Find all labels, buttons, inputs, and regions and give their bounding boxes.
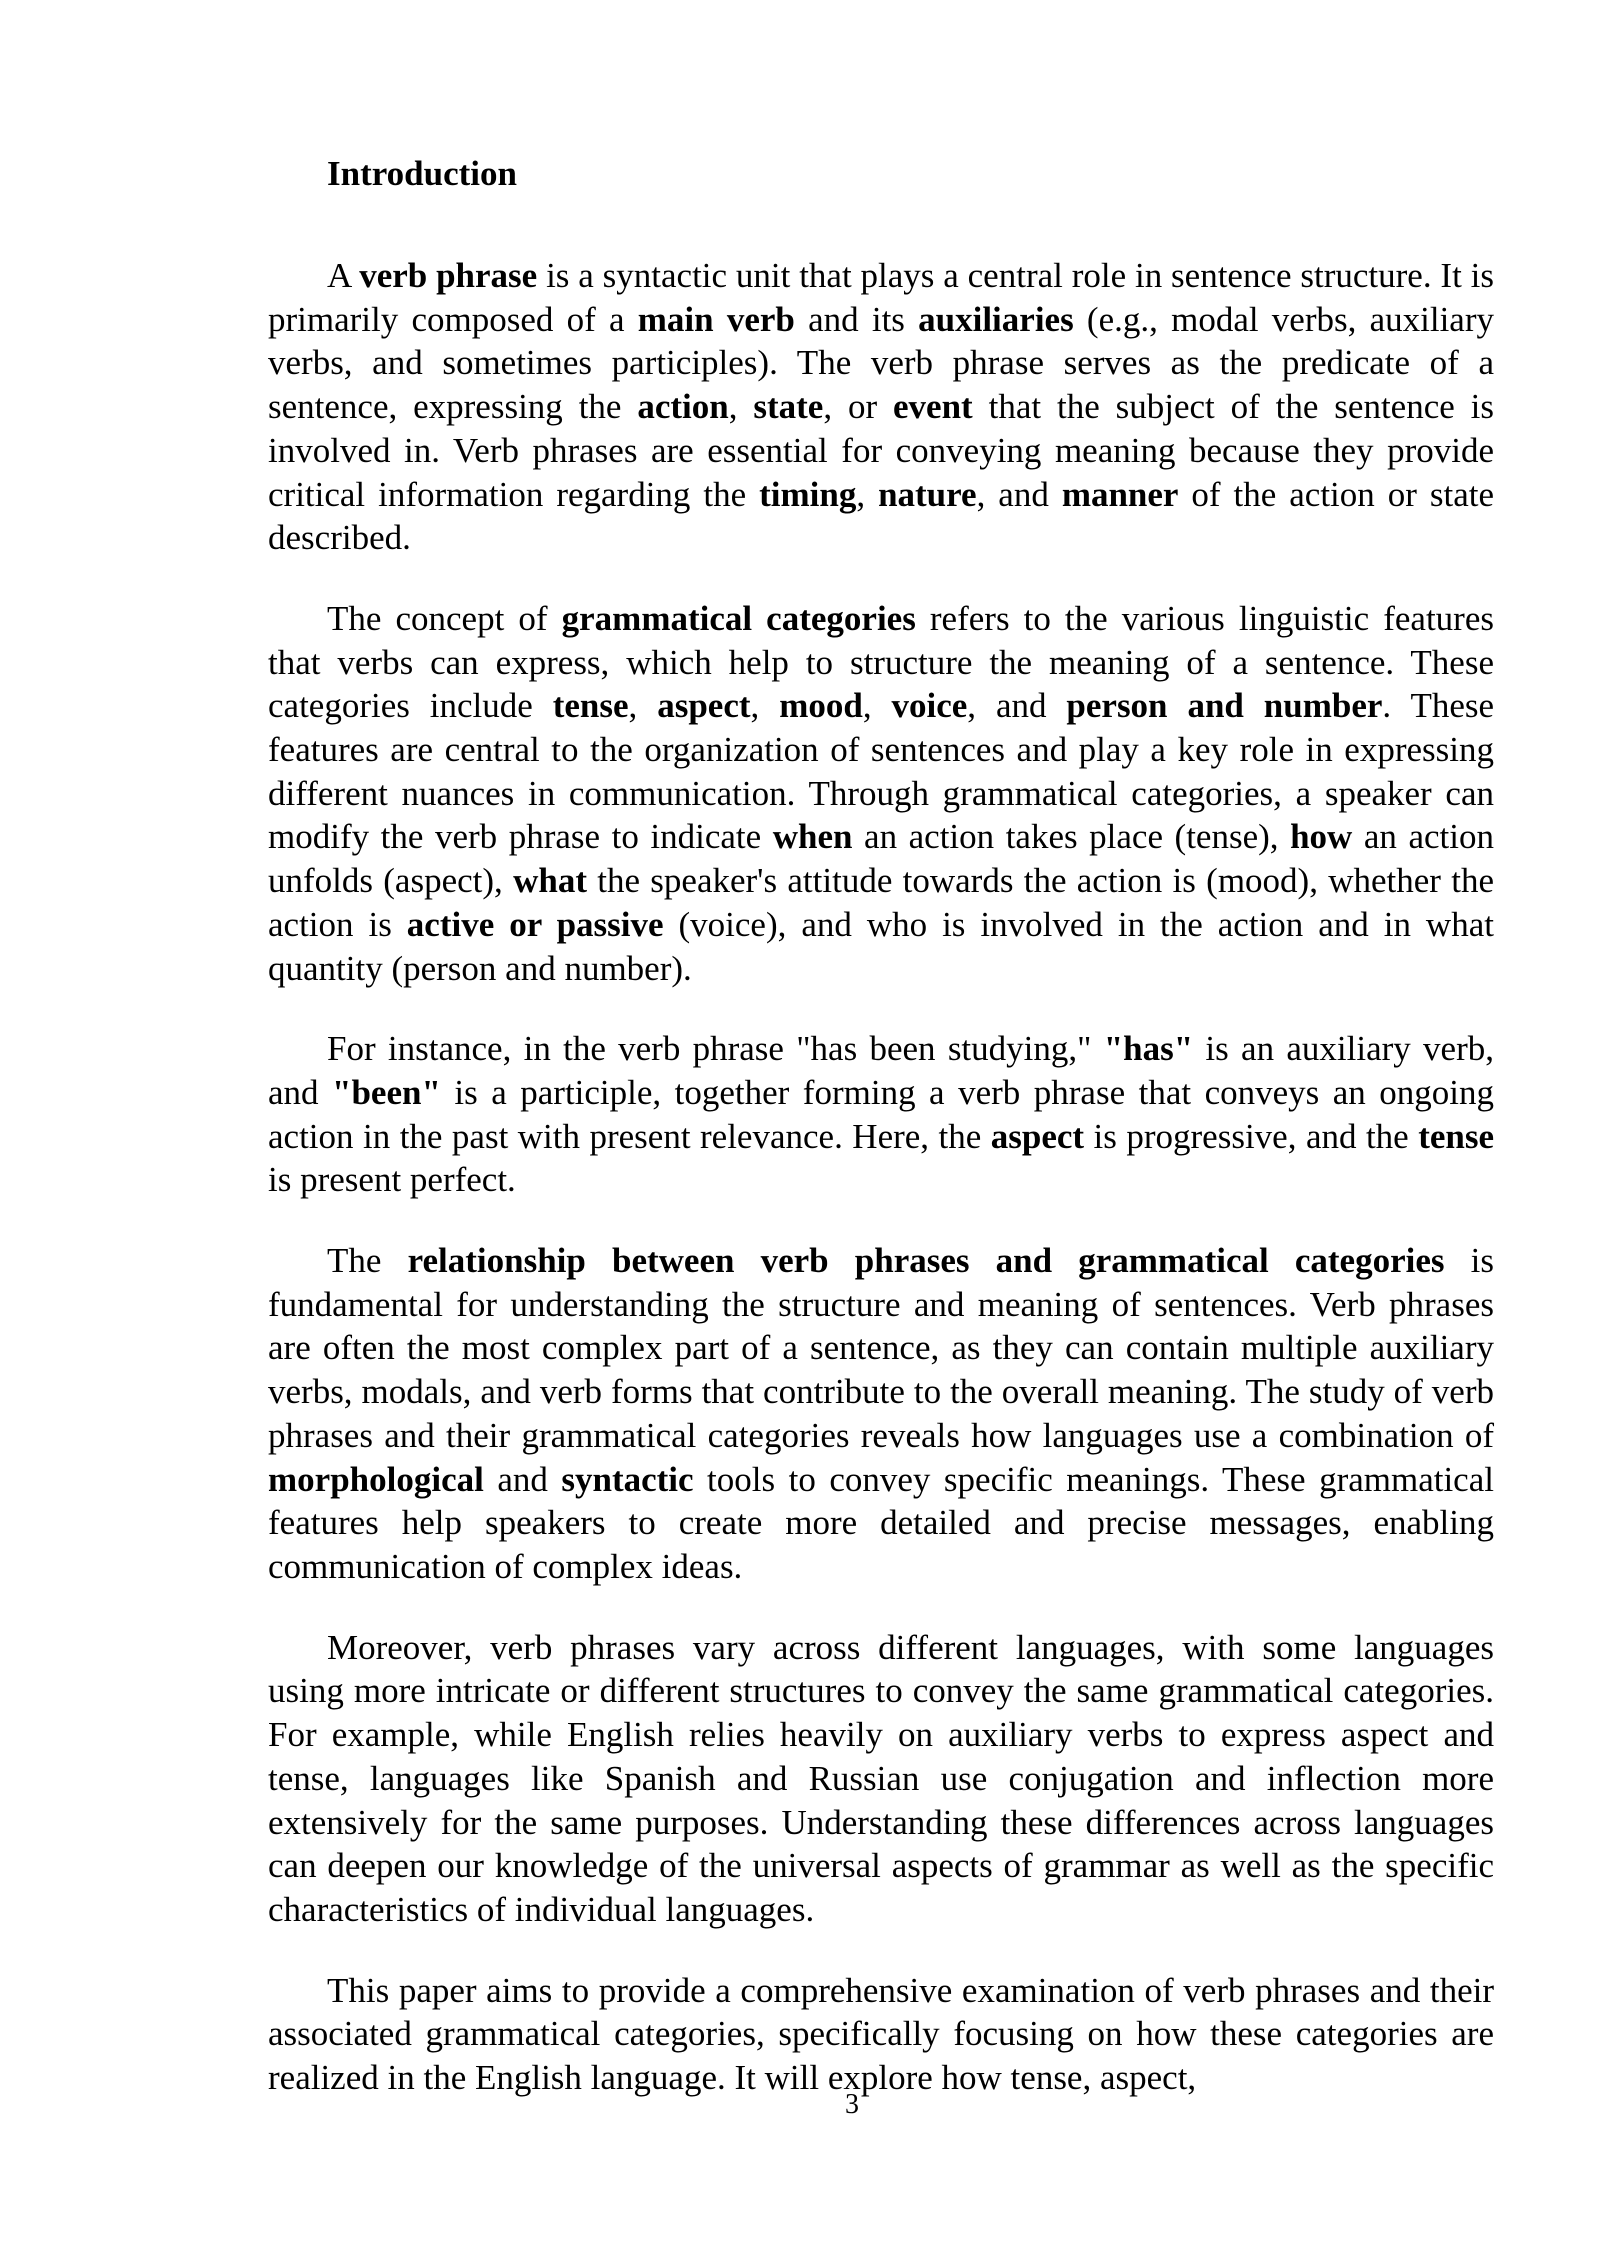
text-run: is present perfect. bbox=[268, 1160, 516, 1200]
text-run: , bbox=[728, 387, 754, 427]
bold-term: how bbox=[1290, 817, 1353, 857]
bold-term: voice bbox=[891, 686, 968, 726]
text-run: , bbox=[856, 474, 879, 514]
text-run: is fundamental for understanding the structure and meaning of sentences. Verb phrases are often the most complex part of a sentence, as they can contain multiple auxiliary verbs, modals, and verb forms that contribute to the overall meaning. The study of verb phrases and their grammatical categories reveals how languages use a combination of bbox=[268, 1241, 1494, 1455]
text-run: Moreover, verb phrases vary across different languages, with some languages using more intricate or different structures to convey the same grammatical categories. For example, while English relies heavily on auxiliary verbs to express aspect and tense, languages like Spanish and Russian use conjugation and inflection more extensively for the same purposes. Understanding these differences across languages can deepen our knowledge of the universal aspects of grammar as well as the specific characteristics of individual languages. bbox=[268, 1627, 1494, 1929]
bold-term: timing bbox=[759, 474, 857, 514]
bold-term: mood bbox=[779, 686, 863, 726]
bold-term: morphological bbox=[268, 1459, 484, 1499]
bold-term: syntactic bbox=[561, 1459, 694, 1499]
section-heading: Introduction bbox=[327, 154, 517, 193]
paragraph-1 bbox=[268, 254, 1494, 560]
bold-term: "been" bbox=[332, 1072, 441, 1112]
text-run: is progressive, and the bbox=[1084, 1116, 1419, 1156]
body-text bbox=[268, 254, 1494, 2137]
text-run: , bbox=[862, 686, 892, 726]
text-run: of the action or state described. bbox=[268, 474, 1494, 558]
bold-term: aspect bbox=[990, 1116, 1085, 1156]
text-run: and its bbox=[794, 299, 919, 339]
bold-term: verb phrase bbox=[359, 256, 538, 295]
text-run: (voice), and who is involved in the action and in what quantity (person and number). bbox=[268, 904, 1494, 988]
text-run: is a syntactic unit that plays a central role in sentence structure. It is primarily composed of a bbox=[268, 256, 1495, 339]
text-run: and bbox=[483, 1459, 562, 1499]
text-run: The concept of bbox=[327, 598, 562, 638]
bold-term: when bbox=[772, 817, 853, 857]
text-run: , or bbox=[823, 387, 894, 427]
text-run: The bbox=[327, 1241, 408, 1281]
text-run: For instance, in the verb phrase "has been studying," bbox=[327, 1029, 1104, 1069]
text-run: tools to convey specific meanings. These grammatical features help speakers to create more detailed and precise messages, enabling communication of complex ideas. bbox=[268, 1459, 1494, 1586]
bold-term: main verb bbox=[637, 299, 795, 339]
bold-term: tense bbox=[552, 686, 629, 726]
text-run: . These features are central to the organization of sentences and play a key role in expressing different nuances in communication. Through grammatical categories, a speaker can modify the verb phrase to indicate bbox=[268, 686, 1495, 857]
text-run: , and bbox=[976, 474, 1062, 514]
text-run: This paper aims to provide a comprehensive examination of verb phrases and their associated grammatical categories, specifically focusing on how these categories are realized in the English language. It will explore how tense, aspect, bbox=[268, 1970, 1494, 2098]
bold-term: manner bbox=[1061, 474, 1179, 514]
bold-term: state bbox=[753, 387, 824, 427]
bold-term: action bbox=[637, 387, 729, 427]
bold-term: tense bbox=[1418, 1116, 1494, 1156]
bold-term: person and number bbox=[1066, 686, 1383, 726]
bold-term: aspect bbox=[657, 686, 751, 726]
bold-term: auxiliaries bbox=[918, 299, 1074, 339]
text-run: refers to the various linguistic features that verbs can express, which help to structure the meaning of a sentence. These categories include bbox=[268, 598, 1494, 726]
text-run: is an auxiliary verb, and bbox=[268, 1029, 1494, 1112]
paragraph-3 bbox=[268, 1027, 1494, 1202]
paragraph-6 bbox=[268, 1969, 1494, 2100]
text-run: , bbox=[750, 686, 780, 726]
text-run: is a participle, together forming a verb phrase that conveys an ongoing action in the past with present relevance. Here, the bbox=[268, 1072, 1494, 1156]
bold-term: relationship between verb phrases and grammatical categories bbox=[407, 1241, 1445, 1281]
text-run: an action unfolds (aspect), bbox=[268, 817, 1494, 901]
text-run: that the subject of the sentence is involved in. Verb phrases are essential for conveying meaning because they provide critical information regarding the bbox=[268, 387, 1495, 514]
text-run: (e.g., modal verbs, auxiliary verbs, and sometimes participles). The verb phrase serves as the predicate of a sentence, expressing the bbox=[268, 299, 1494, 427]
paragraph-4 bbox=[268, 1239, 1494, 1589]
text-run: A bbox=[327, 256, 360, 295]
paragraph-2 bbox=[268, 597, 1494, 990]
text-run: an action takes place (tense), bbox=[852, 817, 1291, 857]
text-run: the speaker's attitude towards the action is (mood), whether the action is bbox=[268, 861, 1495, 944]
bold-term: what bbox=[513, 861, 587, 901]
paragraph-5 bbox=[268, 1626, 1494, 1932]
bold-term: nature bbox=[878, 474, 977, 514]
text-run: , and bbox=[967, 686, 1067, 726]
bold-term: grammatical categories bbox=[561, 598, 916, 638]
bold-term: "has" bbox=[1103, 1029, 1194, 1069]
page-number: 3 bbox=[845, 2089, 859, 2120]
text-run: , bbox=[628, 686, 658, 726]
bold-term: event bbox=[893, 387, 973, 427]
bold-term: active or passive bbox=[406, 904, 664, 944]
